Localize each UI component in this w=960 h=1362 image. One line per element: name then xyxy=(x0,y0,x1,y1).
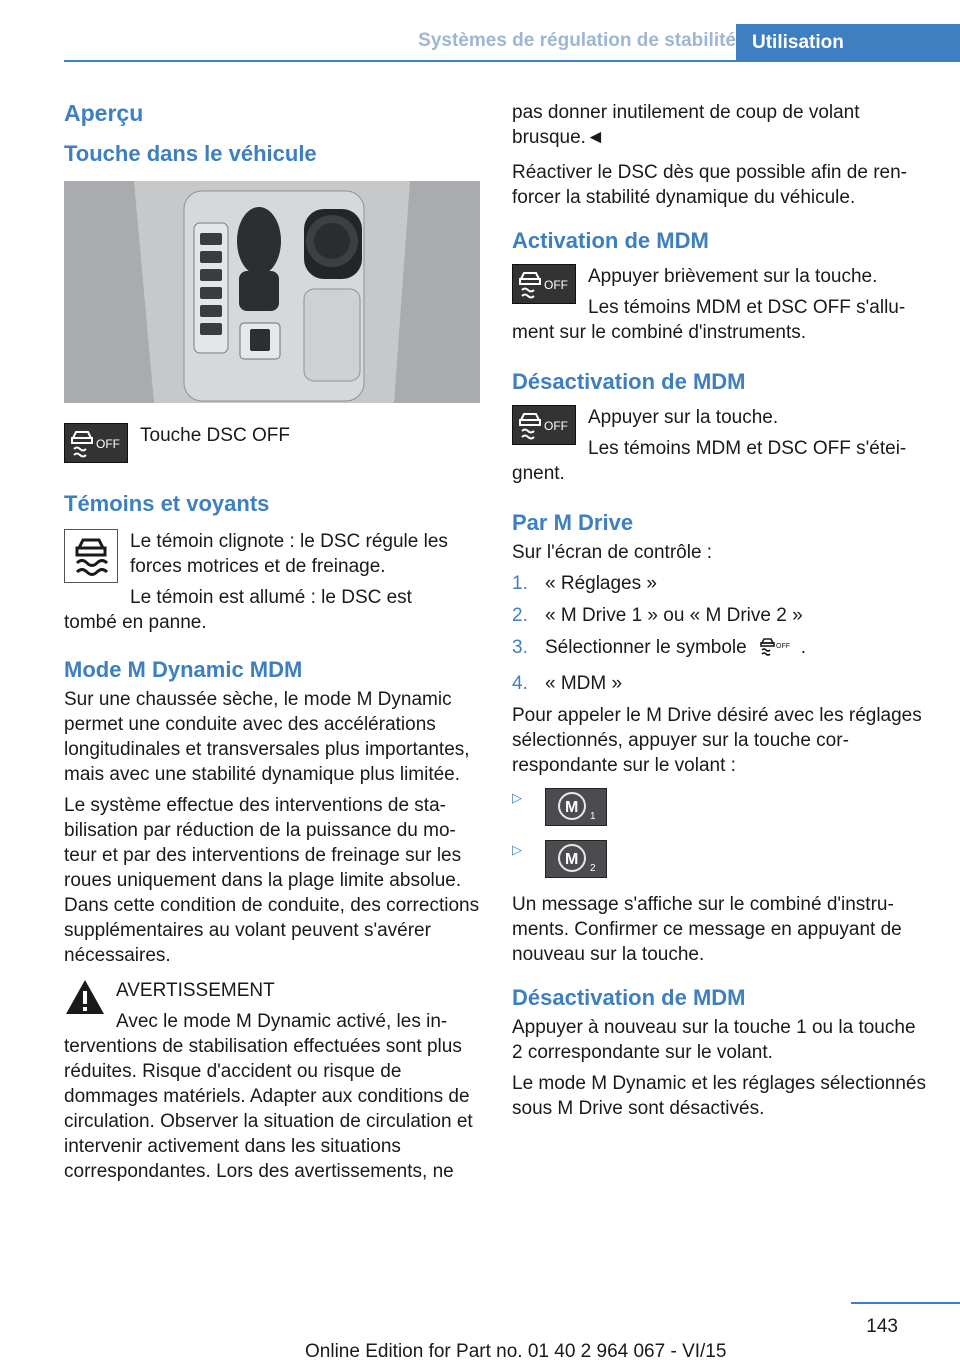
m-label: M xyxy=(565,851,579,868)
m2-sub: 2 xyxy=(590,863,596,874)
step-text: Sélectionner le symbole xyxy=(545,637,747,658)
mdm-paragraph-1: Sur une chaussée sèche, le mode M Dynamic permet une conduite avec des accélérations longitudinales et transversales plus importantes, mais avec une stabilité dynamique plus limitée. xyxy=(64,689,470,785)
left-column xyxy=(64,100,480,1190)
off-label: OFF xyxy=(544,278,568,292)
m-label: M xyxy=(565,799,579,816)
activation-result-b: ment sur le combiné d'instruments. xyxy=(512,322,807,343)
step-text: « M Drive 1 » ou « M Drive 2 » xyxy=(545,605,803,626)
heading-desactivation-mdm-2: Désactivation de MDM xyxy=(512,985,746,1010)
bullet-triangle-icon: ▷ xyxy=(512,790,522,805)
m1-button-row xyxy=(512,788,926,826)
reactivate-paragraph: Réactiver le DSC dès que possible afin de renforcer la stabilité dynamique du véhicule. xyxy=(512,162,907,208)
right-column xyxy=(512,100,926,1127)
step-text: « Réglages » xyxy=(545,573,657,594)
dsc-off-button-icon-desactivation xyxy=(512,405,576,445)
desactivation-row xyxy=(512,405,926,486)
temoin-row xyxy=(64,529,480,635)
heading-desactivation-mdm: Désactivation de MDM xyxy=(512,369,746,394)
heading-mode-mdm: Mode M Dynamic MDM xyxy=(64,657,303,682)
step-item xyxy=(512,671,926,696)
warning-title: AVERTISSEMENT xyxy=(116,980,275,1001)
off-label: OFF xyxy=(775,643,790,650)
center-console-photo xyxy=(64,181,480,403)
m1-button-icon xyxy=(545,788,607,826)
step-number: 2. xyxy=(512,605,528,626)
footer-rule xyxy=(851,1302,960,1304)
heading-par-m-drive: Par M Drive xyxy=(512,510,634,535)
desactivation-result-b: gnent. xyxy=(512,463,565,484)
step-number: 1. xyxy=(512,573,528,594)
warning-triangle-icon xyxy=(64,978,106,1016)
heading-temoins: Témoins et voyants xyxy=(64,491,270,516)
step-text: « MDM » xyxy=(545,673,623,694)
mdrive-steps xyxy=(512,571,926,696)
mdrive-paragraph: Pour appeler le M Drive désiré avec les réglages sélectionnés, appuyer sur la touche correspondante sur le volant : xyxy=(512,705,922,776)
step-item xyxy=(512,571,926,596)
heading-activation-mdm: Activation de MDM xyxy=(512,228,709,253)
dsc-off-inline-icon xyxy=(759,635,793,664)
m2-button-row xyxy=(512,840,926,878)
desactivation2-paragraph-1: Appuyer à nouveau sur la touche 1 ou la touche 2 correspondante sur le volant. xyxy=(512,1017,916,1063)
page-header xyxy=(64,24,960,62)
temoin-on-text-b: tombé en panne. xyxy=(64,612,207,633)
desactivation-result-a: Les témoins MDM et DSC OFF s'étei- xyxy=(588,438,907,459)
page-number: 143 xyxy=(866,1316,898,1337)
desactivation-step: Appuyer sur la touche. xyxy=(588,407,779,428)
off-label: OFF xyxy=(544,419,568,433)
m1-sub: 1 xyxy=(590,811,596,822)
step-number: 3. xyxy=(512,637,528,658)
m2-button-icon xyxy=(545,840,607,878)
step-number: 4. xyxy=(512,673,528,694)
heading-touche-vehicule: Touche dans le véhicule xyxy=(64,141,317,166)
dsc-off-key-row xyxy=(64,423,480,471)
mdrive-intro: Sur l'écran de contrôle : xyxy=(512,542,713,563)
warning-continuation: pas donner inutilement de coup de volant brusque.◄ xyxy=(512,102,860,148)
dsc-warning-lamp-icon xyxy=(64,529,118,583)
off-label: OFF xyxy=(96,437,120,451)
edition-line: Online Edition for Part no. 01 40 2 964 067 - VI/15 xyxy=(305,1341,727,1362)
bullet-triangle-icon: ▷ xyxy=(512,842,522,857)
temoin-blink-text: Le témoin clignote : le DSC régule les forces motrices et de freinage. xyxy=(130,531,448,577)
mdm-paragraph-2: Le système effectue des interventions de stabilisation par réduction de la puissance du moteur et par des interventions de freinage sur les roues uniquement dans la plage limite absolue. Dans cette condition de conduite, des corrections supplémentaires au volant peuvent s'avérer nécessaires. xyxy=(64,795,480,966)
dsc-off-button-icon xyxy=(64,423,128,463)
heading-apercu: Aperçu xyxy=(64,100,144,126)
step-item xyxy=(512,603,926,628)
chapter-tab: Utilisation xyxy=(736,24,960,62)
desactivation2-paragraph-2: Le mode M Dynamic et les réglages sélectionnés sous M Drive sont désactivés. xyxy=(512,1073,926,1119)
dsc-off-caption: Touche DSC OFF xyxy=(140,425,290,446)
temoin-on-text-a: Le témoin est allumé : le DSC est xyxy=(130,587,412,608)
activation-result-a: Les témoins MDM et DSC OFF s'allu- xyxy=(588,297,906,318)
section-title: Systèmes de régulation de stabilité xyxy=(418,30,736,51)
warning-text-a: Avec le mode M Dynamic activé, les in- xyxy=(116,1011,448,1032)
step-item xyxy=(512,635,926,664)
center-console-illustration xyxy=(64,181,480,403)
message-paragraph: Un message s'affiche sur le combiné d'instruments. Confirmer ce message en appuyant de nouveau sur la touche. xyxy=(512,894,902,965)
warning-block xyxy=(64,978,480,1184)
warning-text-b: terventions de stabilisation effectuées sont plus réduites. Risque d'accident ou risque de dommages matériels. Adapter aux conditions de circulation. Observer la situation de circulation et intervenir activement dans les situations correspondantes. Lors des avertissements, ne xyxy=(64,1036,473,1182)
activation-row xyxy=(512,264,926,345)
activation-step: Appuyer brièvement sur la touche. xyxy=(588,266,878,287)
step-suffix: . xyxy=(800,637,806,658)
dsc-off-button-icon-activation xyxy=(512,264,576,304)
